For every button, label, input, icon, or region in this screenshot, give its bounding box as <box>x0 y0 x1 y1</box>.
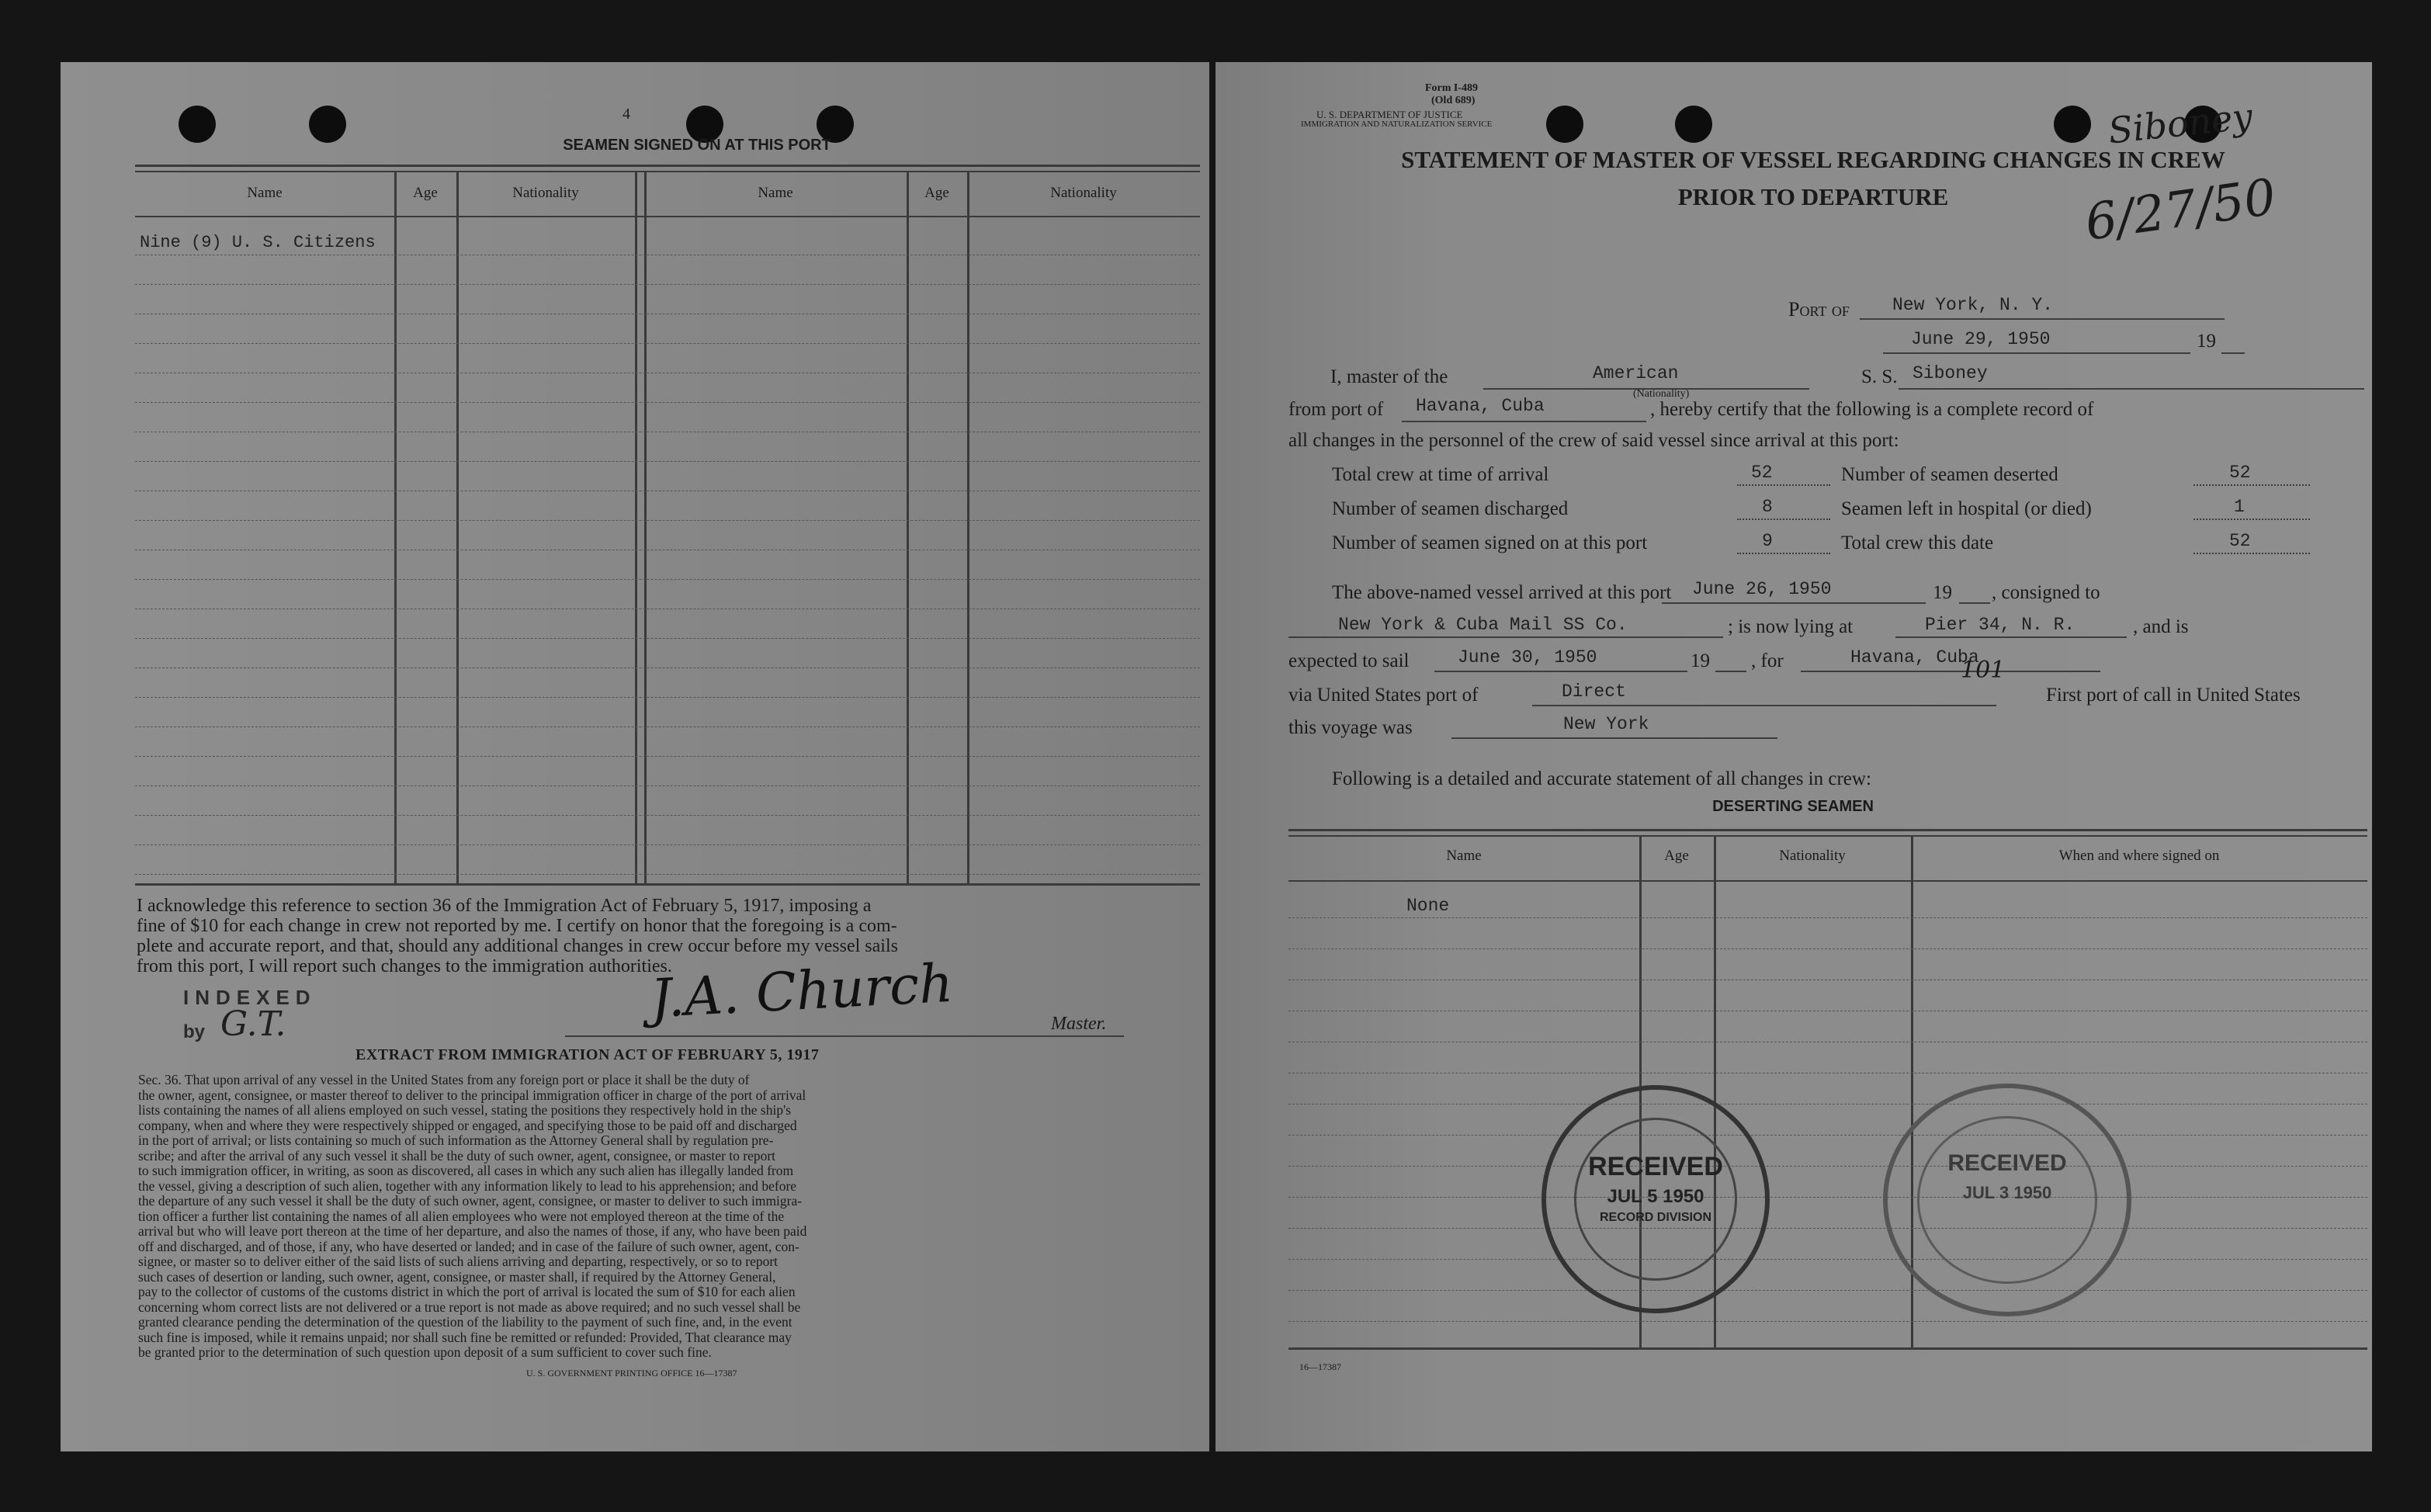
port-of-line <box>1860 318 2225 320</box>
stat-line <box>2193 553 2310 554</box>
table-row-rule <box>135 520 1200 521</box>
expected-label: expected to sail <box>1288 650 1410 671</box>
table-row-rule <box>135 785 1200 786</box>
handwritten-ship: Siboney <box>2106 95 2255 152</box>
page-number: 4 <box>622 106 630 123</box>
date-line <box>1883 352 2190 354</box>
from-port-line <box>1402 421 1646 422</box>
table-row-rule <box>135 638 1200 639</box>
punch-hole <box>309 106 346 143</box>
punch-hole <box>1675 106 1712 143</box>
master-signature: J.A. Church <box>649 952 955 1031</box>
for-label: , for <box>1751 650 1784 671</box>
form-title: STATEMENT OF MASTER OF VESSEL REGARDING CHANGES IN CREW <box>1401 146 2225 173</box>
indexed-initials: G.T. <box>220 1004 286 1044</box>
from-port-label: from port of <box>1288 399 1384 420</box>
port-of-label: Port of <box>1788 298 1850 321</box>
for-line <box>1801 671 2100 672</box>
form-number: Form I-489 <box>1425 82 1479 94</box>
table-row-rule <box>135 461 1200 462</box>
arrived-line <box>1662 602 1926 604</box>
and-is-label: , and is <box>2133 616 2189 637</box>
table-row-rule <box>135 579 1200 580</box>
nationality-value: American <box>1593 363 1679 383</box>
table-row-rule <box>135 815 1200 816</box>
handwritten-date: 6/27/50 <box>2082 168 2280 252</box>
extract-title: EXTRACT FROM IMMIGRATION ACT OF FEBRUARY 5, 1917 <box>355 1046 820 1063</box>
deserting-title: DESERTING SEAMEN <box>1712 798 1874 815</box>
col-header-name-2: Name <box>758 185 793 201</box>
punch-hole <box>1546 106 1583 143</box>
table-row-rule <box>1288 1135 2367 1136</box>
stat-value: 52 <box>2229 463 2251 483</box>
acknowledgment-text: I acknowledge this reference to section 36 of the Immigration Act of February 5, 1917, imposing a fine of $10 for each change in crew not reported by me. I certify on honor that the foregoing is a com- plete and accurate report, and that, should any additional changes in crew occur before my vessel sails from this port, I will report such changes to the immigration authorities. <box>137 896 898 976</box>
from-port-value: Havana, Cuba <box>1416 396 1545 416</box>
year-label: 19 <box>2197 331 2216 352</box>
table-row-rule <box>1288 1321 2367 1322</box>
date-value: June 29, 1950 <box>1911 329 2051 349</box>
nationality-caption: (Nationality) <box>1633 388 1690 400</box>
arrived-year-line <box>1959 602 1990 604</box>
stat-line <box>1737 553 1830 554</box>
department: U. S. DEPARTMENT OF JUSTICE <box>1316 109 1463 120</box>
column-divider <box>644 171 647 885</box>
stat-value: 9 <box>1762 531 1773 551</box>
certify-text: , hereby certify that the following is a complete record of <box>1650 399 2094 420</box>
service: IMMIGRATION AND NATURALIZATION SERVICE <box>1301 120 1493 129</box>
stat-value: 52 <box>2229 531 2251 551</box>
table-row-rule <box>1288 1228 2367 1229</box>
stat-label: Number of seamen discharged <box>1332 498 1569 519</box>
received-stamp: RECEIVED JUL 5 1950 RECORD DIVISION <box>1541 1085 1770 1313</box>
table-row-rule <box>1288 1104 2367 1105</box>
stat-label: Number of seamen signed on at this port <box>1332 532 1648 553</box>
lying-label: ; is now lying at <box>1728 616 1854 637</box>
table-row-rule <box>135 756 1200 757</box>
table-row-rule <box>135 874 1200 875</box>
voyage-line <box>1451 737 1777 739</box>
via-line <box>1532 705 1996 706</box>
table-row-rule <box>135 402 1200 403</box>
table-row-rule <box>1288 1166 2367 1167</box>
desert-entry: None <box>1406 896 1450 916</box>
expected-year: 19 <box>1691 650 1710 671</box>
expected-year-line <box>1715 671 1746 672</box>
expected-line <box>1434 671 1687 672</box>
desert-table-top <box>1288 835 2367 837</box>
arrived-value: June 26, 1950 <box>1692 579 1832 599</box>
arrived-year: 19 <box>1933 582 1952 603</box>
desert-col-age: Age <box>1664 848 1689 864</box>
stat-label: Number of seamen deserted <box>1841 464 2058 485</box>
table-bottom-rule <box>135 883 1200 886</box>
stat-line <box>2193 518 2310 520</box>
desert-col-name: Name <box>1446 848 1482 864</box>
col-header-nationality: Nationality <box>512 185 579 201</box>
stat-line <box>1737 484 1830 486</box>
desert-col-nationality: Nationality <box>1779 848 1846 864</box>
section-title: SEAMEN SIGNED ON AT THIS PORT <box>563 137 831 154</box>
form-old-number: (Old 689) <box>1431 95 1476 106</box>
extract-text: Sec. 36. That upon arrival of any vessel in the United States from any foreign port or place it shall be the duty of the owner, agent, consignee, or master thereof to deliver to the principal immigration officer in charge of the port of arrival lists containing the names of all aliens employed on such vessel, stating the positions they respectively hold in the ship's company, when and where they were respectively shipped or engaged, and specifying those to be paid off and discharged in the port of arrival; or lists containing so much of such information as the Attorney General shall by regulation pre- scribe; and after the arrival of any such vessel it shall be the duty of such owner, agent, consignee, or master to report to such immigration officer, in writing, as soon as discovered, all cases in which any such alien has illegally landed from the vessel, giving a description of such alien, together with any information likely to lead to his apprehension; and before the departure of any such vessel it shall be the duty of such owner, agent, consignee, or master to deliver to such immigra- tion officer a further list containing the names of all alien employees who were not employed thereon at the time of the arrival but who will leave port thereon at the time of her departure, and also the names of those, if any, who have been paid off and discharged, and of those, if any, who have deserted or landed; and in case of the failure of such owner, agent, con- signee, or master so to deliver either of the said lists of such aliens arriving and departing, respectively, or so to report such cases of desertion or landing, such owner, agent, consignee, or master shall, if required by the Attorney General, pay to the collector of customs of the customs district in which the port of arrival is located the sum of $10 for each alien concerning whom correct lists are not delivered or a true report is not made as above required; and no such vessel shall be granted clearance pending the determination of the question of the liability to the payment of such fine, and, in the event such fine is imposed, while it remains unpaid; nor shall such fine be remitted or refunded: Provided, That clearance may be granted prior to the determination of such question upon deposit of a sum sufficient to cover such fine. <box>138 1072 807 1360</box>
punch-hole <box>179 106 216 143</box>
table-top-rule <box>135 171 1200 172</box>
expected-value: June 30, 1950 <box>1458 647 1597 668</box>
ss-label: S. S. <box>1861 366 1898 387</box>
table-row-rule <box>135 697 1200 698</box>
ss-value: Siboney <box>1913 363 1988 383</box>
signed-on-entry: Nine (9) U. S. Citizens <box>140 233 376 252</box>
consignee-line <box>1288 636 1723 638</box>
changes-text: all changes in the personnel of the crew of said vessel since arrival at this port: <box>1288 430 1899 451</box>
following-text: Following is a detailed and accurate statement of all changes in crew: <box>1332 768 1871 789</box>
col-header-age-2: Age <box>924 185 949 201</box>
via-value: Direct <box>1562 681 1626 702</box>
table-row-rule <box>1288 948 2367 949</box>
for-value: Havana, Cuba <box>1850 647 1979 668</box>
via-label: via United States port of <box>1288 685 1479 706</box>
stat-label: Total crew this date <box>1841 532 1994 553</box>
column-divider <box>907 171 909 885</box>
right-page <box>1216 62 2372 1451</box>
table-row-rule <box>1288 1290 2367 1291</box>
handwritten-number: 101 <box>1961 657 2006 684</box>
stat-label: Total crew at time of arrival <box>1332 464 1549 485</box>
table-row-rule <box>135 343 1200 344</box>
arrived-label: The above-named vessel arrived at this port <box>1332 582 1672 603</box>
stat-value: 52 <box>1751 463 1773 483</box>
desert-col-signed-on: When and where signed on <box>2058 848 2220 864</box>
column-divider <box>967 171 969 885</box>
voyage-label: this voyage was <box>1288 717 1413 738</box>
column-divider <box>456 171 459 885</box>
master-of-label: I, master of the <box>1330 366 1448 387</box>
desert-header-rule <box>1288 880 2367 882</box>
desert-table-top <box>1288 829 2367 831</box>
stat-line <box>2193 484 2310 486</box>
column-divider <box>635 171 637 885</box>
table-row-rule <box>1288 1197 2367 1198</box>
desert-table-bottom <box>1288 1347 2367 1350</box>
left-page <box>61 62 1209 1451</box>
lying-value: Pier 34, N. R. <box>1925 615 2076 635</box>
received-stamp: RECEIVED JUL 3 1950 <box>1883 1084 2131 1316</box>
voyage-value: New York <box>1563 714 1649 734</box>
punch-hole <box>2054 106 2091 143</box>
stat-value: 8 <box>1762 497 1773 517</box>
table-row-rule <box>1288 1259 2367 1260</box>
indexed-by-label: by <box>183 1021 206 1042</box>
port-of-value: New York, N. Y. <box>1892 295 2054 315</box>
stat-label: Seamen left in hospital (or died) <box>1841 498 2092 519</box>
consignee-value: New York & Cuba Mail SS Co. <box>1338 615 1628 635</box>
table-row-rule <box>135 284 1200 285</box>
stat-value: 1 <box>2234 497 2245 517</box>
form-subtitle: PRIOR TO DEPARTURE <box>1677 183 1949 210</box>
column-divider <box>394 171 397 885</box>
master-label: Master. <box>1051 1014 1107 1034</box>
table-top-rule <box>135 165 1200 167</box>
signature-line <box>565 1035 1124 1037</box>
indexed-stamp: INDEXED <box>183 986 317 1009</box>
year-line <box>2221 352 2245 354</box>
lying-line <box>1895 636 2127 638</box>
table-row-rule <box>1288 917 2367 918</box>
stat-line <box>1737 518 1830 520</box>
table-row-rule <box>135 844 1200 845</box>
consigned-label: , consigned to <box>1992 582 2100 603</box>
first-port-label: First port of call in United States <box>2046 685 2301 706</box>
footer-code: 16—17387 <box>1299 1361 1341 1372</box>
table-header-rule <box>135 216 1200 217</box>
ss-line <box>1899 388 2364 390</box>
col-header-name: Name <box>247 185 283 201</box>
printer-line: U. S. GOVERNMENT PRINTING OFFICE 16—17387 <box>526 1368 737 1378</box>
col-header-age: Age <box>413 185 438 201</box>
col-header-nationality-2: Nationality <box>1050 185 1117 201</box>
